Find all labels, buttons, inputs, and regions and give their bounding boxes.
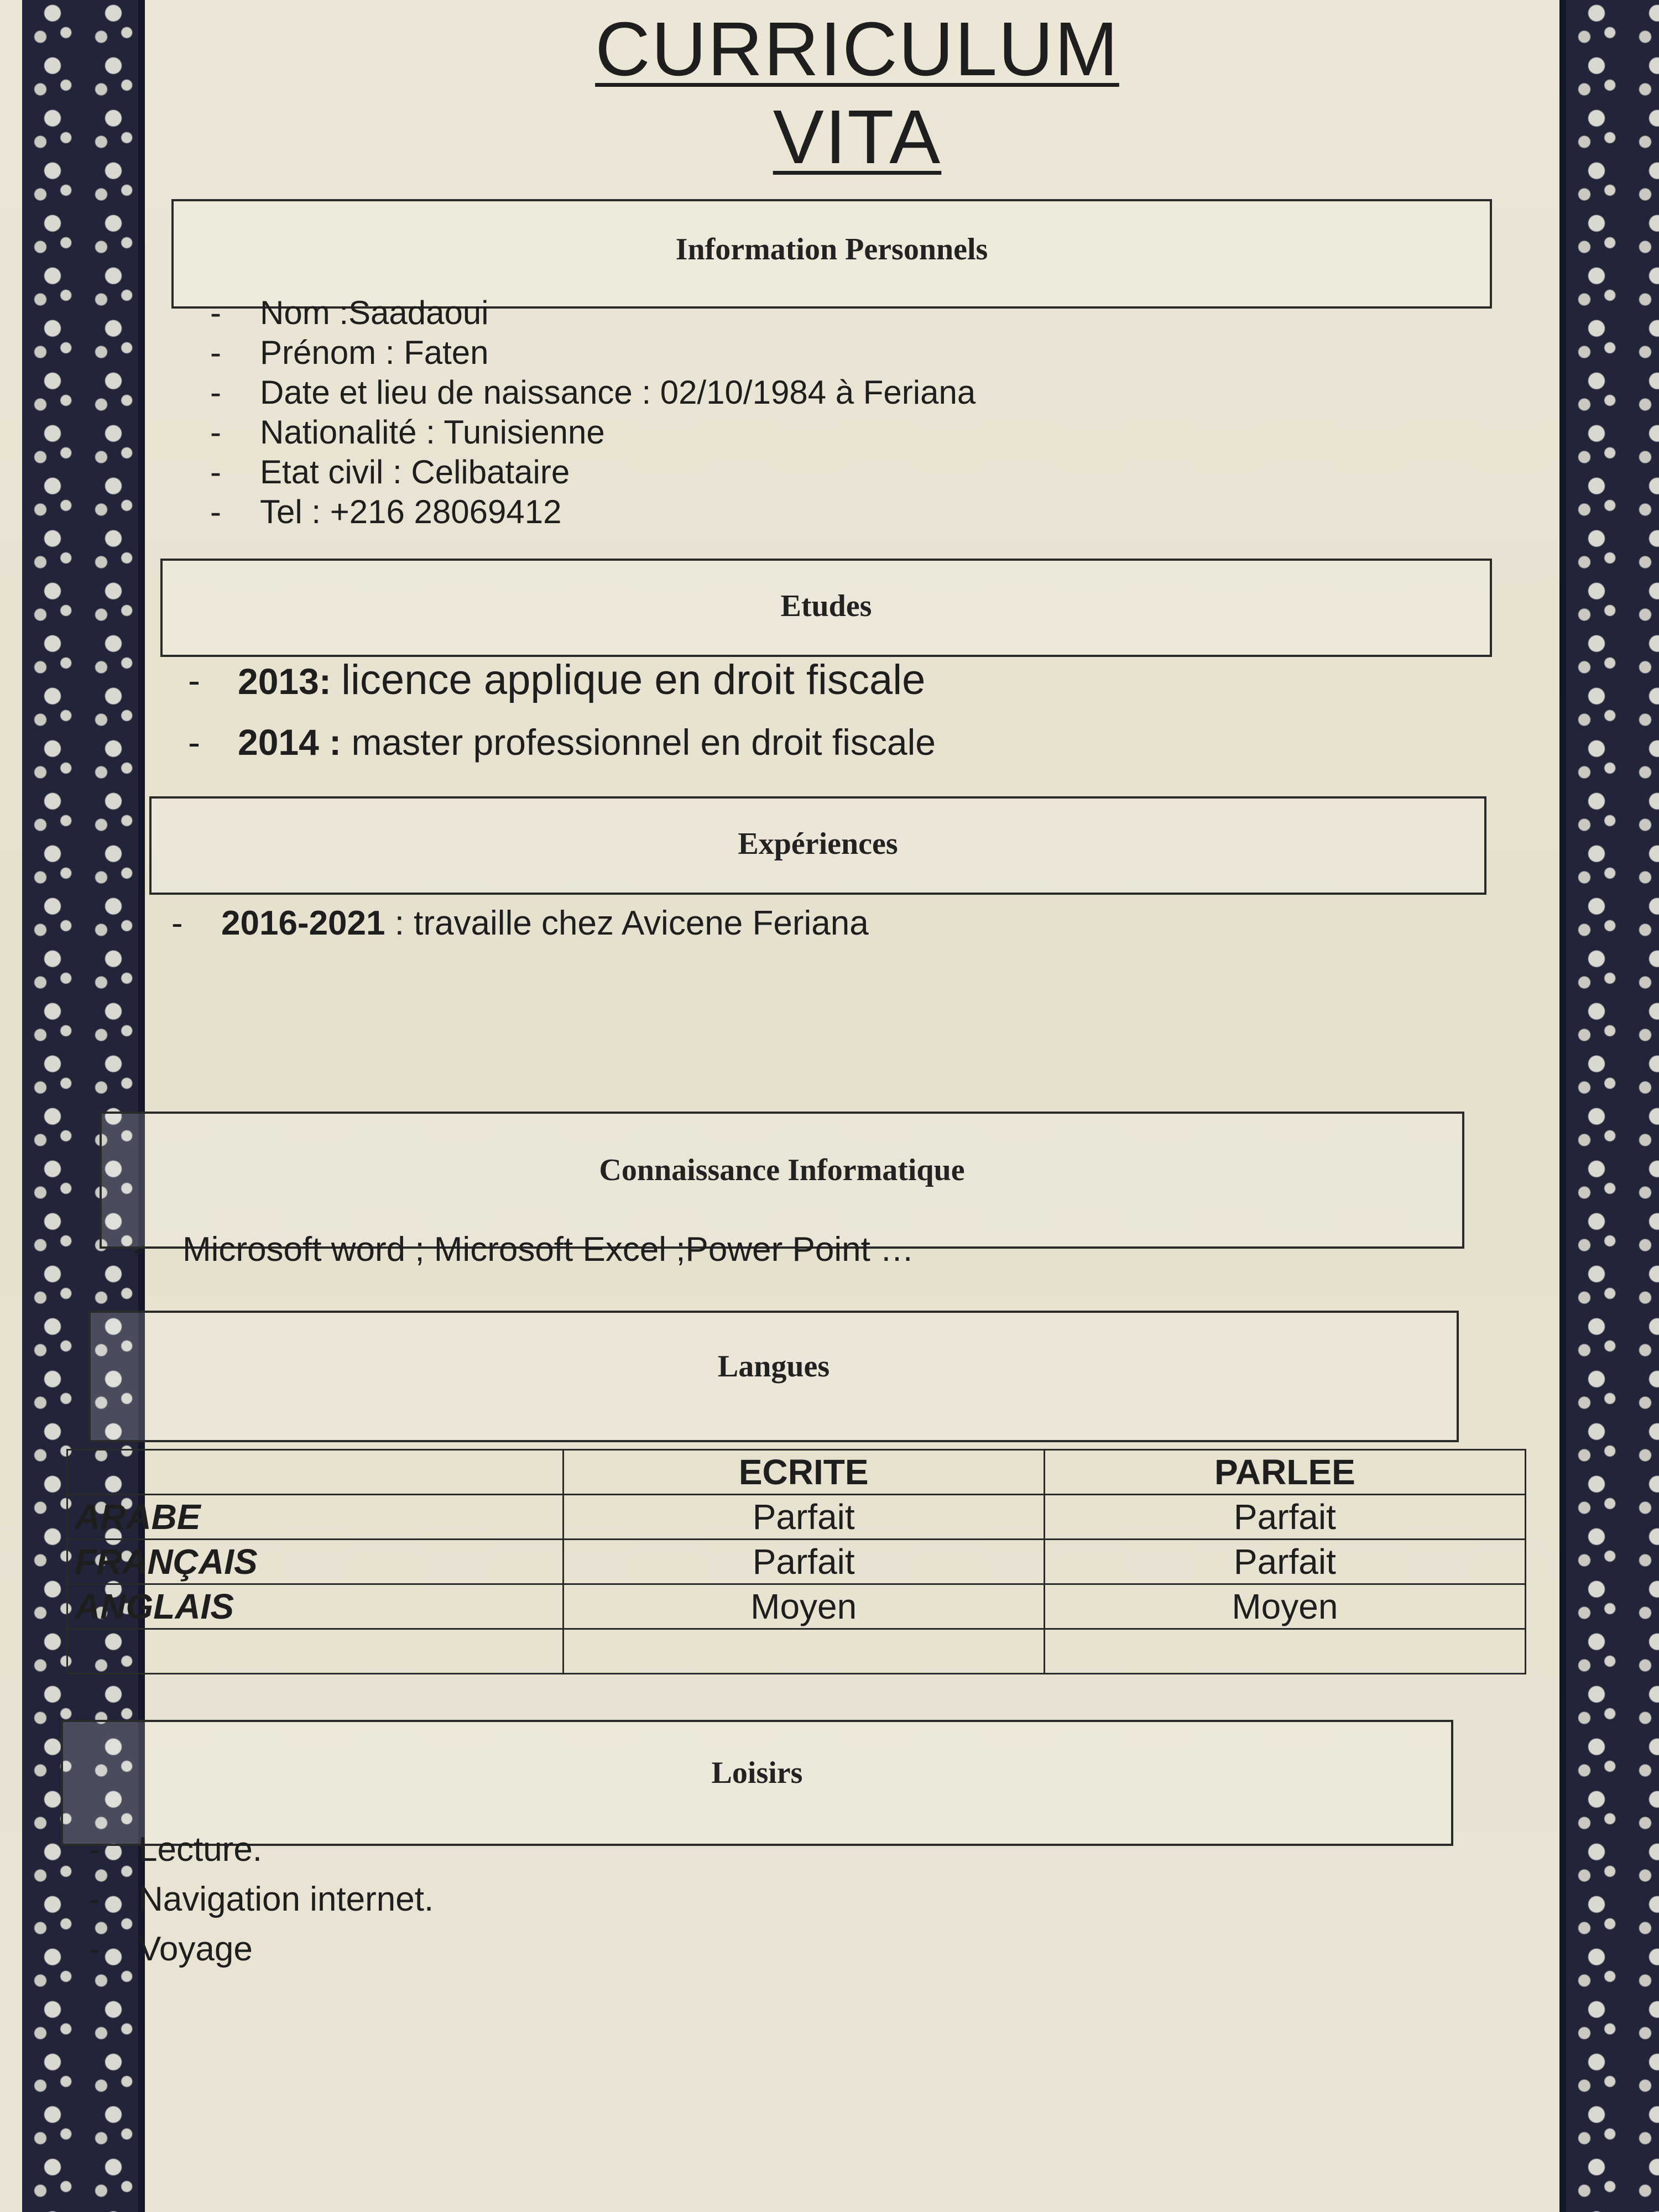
table-row-empty	[67, 1629, 1526, 1674]
section-title-informatique: Connaissance Informatique	[599, 1153, 965, 1187]
section-header-experiences	[149, 796, 1486, 895]
etude-year: 2014 :	[238, 722, 342, 763]
section-title-personal: Information Personnels	[675, 232, 988, 267]
experience-desc: : travaille chez Avicene Feriana	[394, 904, 869, 942]
empty-cell	[563, 1629, 1044, 1674]
loisirs-list	[77, 1825, 1405, 1974]
informatique-list	[122, 1228, 1449, 1272]
list-item	[160, 901, 1477, 946]
section-title-experiences: Expériences	[738, 827, 898, 861]
table-row	[67, 1540, 1526, 1584]
table-header-cell: PARLEE	[1044, 1450, 1525, 1495]
table-header-cell: ECRITE	[563, 1450, 1044, 1495]
list-item	[177, 650, 1477, 712]
list-item	[177, 712, 1477, 773]
experiences-list	[160, 901, 1477, 946]
section-title-langues: Langues	[717, 1349, 830, 1384]
list-item: - Tel : +216 28069412	[199, 492, 1471, 532]
section-header-langues	[88, 1311, 1459, 1442]
list-item: - Date et lieu de naissance : 02/10/1984 à Feriana	[199, 373, 1471, 413]
etude-year: 2013:	[238, 661, 331, 702]
languages-table	[66, 1449, 1526, 1674]
etudes-list	[177, 650, 1477, 773]
level-parlee: Moyen	[1044, 1584, 1525, 1629]
list-item: - Lecture.	[77, 1825, 1405, 1875]
table-row	[67, 1584, 1526, 1629]
table-header-cell	[67, 1450, 564, 1495]
language-name: ARABE	[67, 1495, 564, 1540]
empty-cell	[67, 1629, 564, 1674]
list-item: - Navigation internet.	[77, 1875, 1405, 1924]
cv-content	[75, 0, 1554, 2212]
personal-info-list	[199, 293, 1471, 532]
list-item: - Nationalité : Tunisienne	[199, 413, 1471, 452]
list-item: - Microsoft word ; Microsoft Excel ;Power Point …	[122, 1228, 1449, 1272]
decorative-border-right	[1559, 0, 1659, 2212]
section-title-etudes: Etudes	[780, 589, 872, 623]
list-item: - Nom :Saadaoui	[199, 293, 1471, 333]
level-parlee: Parfait	[1044, 1540, 1525, 1584]
etude-desc: master professionnel en droit fiscale	[351, 722, 936, 763]
level-parlee: Parfait	[1044, 1495, 1525, 1540]
level-ecrite: Parfait	[563, 1495, 1044, 1540]
language-name: ANGLAIS	[67, 1584, 564, 1629]
section-header-etudes	[160, 559, 1492, 657]
list-item: - Prénom : Faten	[199, 333, 1471, 373]
level-ecrite: Moyen	[563, 1584, 1044, 1629]
section-title-loisirs: Loisirs	[711, 1756, 803, 1790]
table-row	[67, 1495, 1526, 1540]
list-item: - Voyage	[77, 1924, 1405, 1974]
table-header-row	[67, 1450, 1526, 1495]
section-header-personal	[171, 199, 1492, 309]
list-item: - Etat civil : Celibataire	[199, 452, 1471, 492]
level-ecrite: Parfait	[563, 1540, 1044, 1584]
language-name: FRANÇAIS	[67, 1540, 564, 1584]
experience-years: 2016-2021	[221, 904, 385, 942]
etude-desc: licence applique en droit fiscale	[341, 656, 926, 703]
page-title: CURRICULUM VITA	[595, 7, 1119, 180]
empty-cell	[1044, 1629, 1525, 1674]
